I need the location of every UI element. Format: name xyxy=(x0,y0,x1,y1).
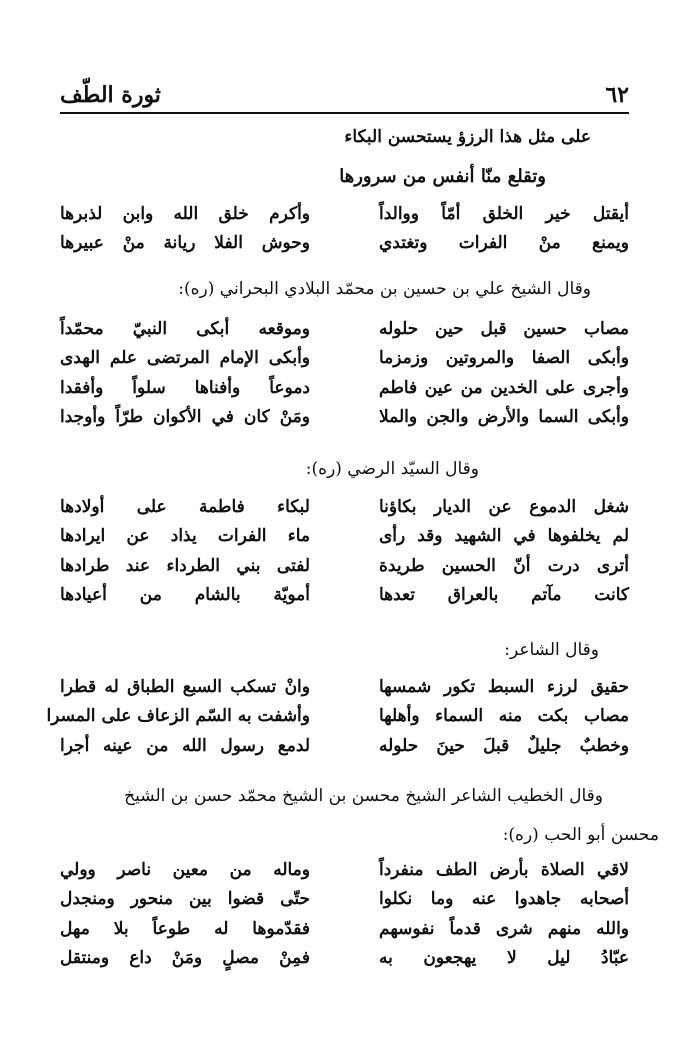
verse-line xyxy=(60,492,629,522)
verse-line xyxy=(60,373,629,403)
second-hemistich: ومَنْ كان في الأكوان طرّاً وأوجدا xyxy=(60,407,310,428)
verse-line xyxy=(60,551,629,581)
attribution-2: وقال السيّد الرضي (ره): xyxy=(305,459,479,479)
attribution-4-line-2: محسن أبو الحب (ره): xyxy=(502,825,659,845)
second-hemistich: فمِنْ مصلٍ ومَنْ داع ومنتقل xyxy=(60,948,310,969)
second-hemistich: وماله من معين ناصر وولي xyxy=(60,859,310,880)
first-hemistich: شغل الدموع عن الديار بكاؤنا xyxy=(379,496,629,517)
verse-line xyxy=(60,403,629,433)
page-header xyxy=(60,78,629,112)
second-hemistich: وأكرم خلق الله وابن لذبرها xyxy=(60,203,310,224)
second-hemistich: ماء الفرات يذاد عن ايرادها xyxy=(60,526,310,547)
verse-line xyxy=(60,914,629,944)
first-hemistich: وخطبٌ جليلٌ قبلَ حينَ حلوله xyxy=(379,735,629,756)
attribution-1: وقال الشيخ علي بن حسين بن محمّد البلادي البحراني (ره): xyxy=(178,279,591,299)
second-hemistich: لدمع رسول الله من عينه أجرا xyxy=(60,735,310,756)
first-hemistich: عبّادُ ليل لا يهجعون به xyxy=(379,948,629,969)
second-hemistich: فقدّموها له طوعاً بلا مهل xyxy=(60,918,310,939)
verse-line xyxy=(60,522,629,552)
second-hemistich: وموقعه أبكى النبيّ محمّداً xyxy=(60,318,310,339)
verse-line xyxy=(60,199,629,229)
verse-line xyxy=(60,672,629,702)
running-title: ثورة الطّف xyxy=(60,82,161,108)
stanza-4 xyxy=(46,672,629,761)
attribution-4-line-1: وقال الخطيب الشاعر الشيخ محسن بن الشيخ محمّد حسن بن الشيخ xyxy=(124,786,603,806)
second-hemistich: دموعاً وأفناها سلواً وأفقدا xyxy=(60,377,310,398)
verse-line xyxy=(60,885,629,915)
second-hemistich: أمويّة بالشام من أعيادها xyxy=(60,585,310,606)
first-hemistich: لم يخلفوها في الشهيد وقد رأى xyxy=(379,526,629,547)
first-hemistich: مصاب حسين قبل حين حلوله xyxy=(379,318,629,339)
first-hemistich: أصحابه جاهدوا عنه وما نكلوا xyxy=(379,889,629,910)
first-hemistich: أترى درت أنّ الحسين طريدة xyxy=(379,555,629,576)
first-hemistich: وأبكى الصفا والمروتين وزمزما xyxy=(379,348,629,369)
first-hemistich: كانت مآتم بالعراق تعدها xyxy=(379,585,629,606)
second-hemistich: وأشفت به السّم الزعاف على المسرا xyxy=(46,706,310,727)
intro-line-2: وتقلع منّا أنفس من سرورها xyxy=(339,166,546,187)
second-hemistich: وانْ تسكب السبع الطباق له قطرا xyxy=(60,676,310,697)
header-rule xyxy=(60,112,629,114)
first-hemistich: أيقتل خير الخلق أمّاً ووالداً xyxy=(379,203,629,224)
verse-line xyxy=(60,944,629,974)
stanza-1 xyxy=(60,199,629,258)
intro-line-1: على مثل هذا الرزؤ يستحسن البكاء xyxy=(344,127,591,147)
verse-line xyxy=(60,314,629,344)
verse-line xyxy=(60,731,629,761)
page-number: ٦٢ xyxy=(605,82,629,108)
verse-line xyxy=(60,344,629,374)
verse-line xyxy=(60,581,629,611)
first-hemistich: وأجرى على الخدين من عين فاطم xyxy=(379,377,629,398)
verse-line xyxy=(60,855,629,885)
verse-line xyxy=(60,229,629,259)
second-hemistich: لفتى بني الطرداء عند طرادها xyxy=(60,555,310,576)
stanza-3 xyxy=(60,492,629,610)
first-hemistich: حقيق لرزء السبط تكور شمسها xyxy=(379,676,629,697)
second-hemistich: وحوش الفلا ريانة منْ عبيرها xyxy=(60,233,310,254)
second-hemistich: لبكاء فاطمة على أولادها xyxy=(60,496,310,517)
first-hemistich: مصاب بكت منه السماء وأهلها xyxy=(379,706,629,727)
attribution-3: وقال الشاعر: xyxy=(504,640,599,660)
first-hemistich: والله منهم شرى قدماً نفوسهم xyxy=(379,918,629,939)
second-hemistich: وأبكى الإمام المرتضى علم الهدى xyxy=(60,348,310,369)
first-hemistich: ويمنع منْ الفرات وتغتدي xyxy=(379,233,629,254)
stanza-2 xyxy=(60,314,629,432)
second-hemistich: حتّى قضوا بين منحور ومنجدل xyxy=(60,889,310,910)
verse-line xyxy=(46,702,629,732)
stanza-5 xyxy=(60,855,629,973)
first-hemistich: لاقي الصلاة بأرض الطف منفرداً xyxy=(379,859,629,880)
first-hemistich: وأبكى السما والأرض والجن والملا xyxy=(379,407,629,428)
